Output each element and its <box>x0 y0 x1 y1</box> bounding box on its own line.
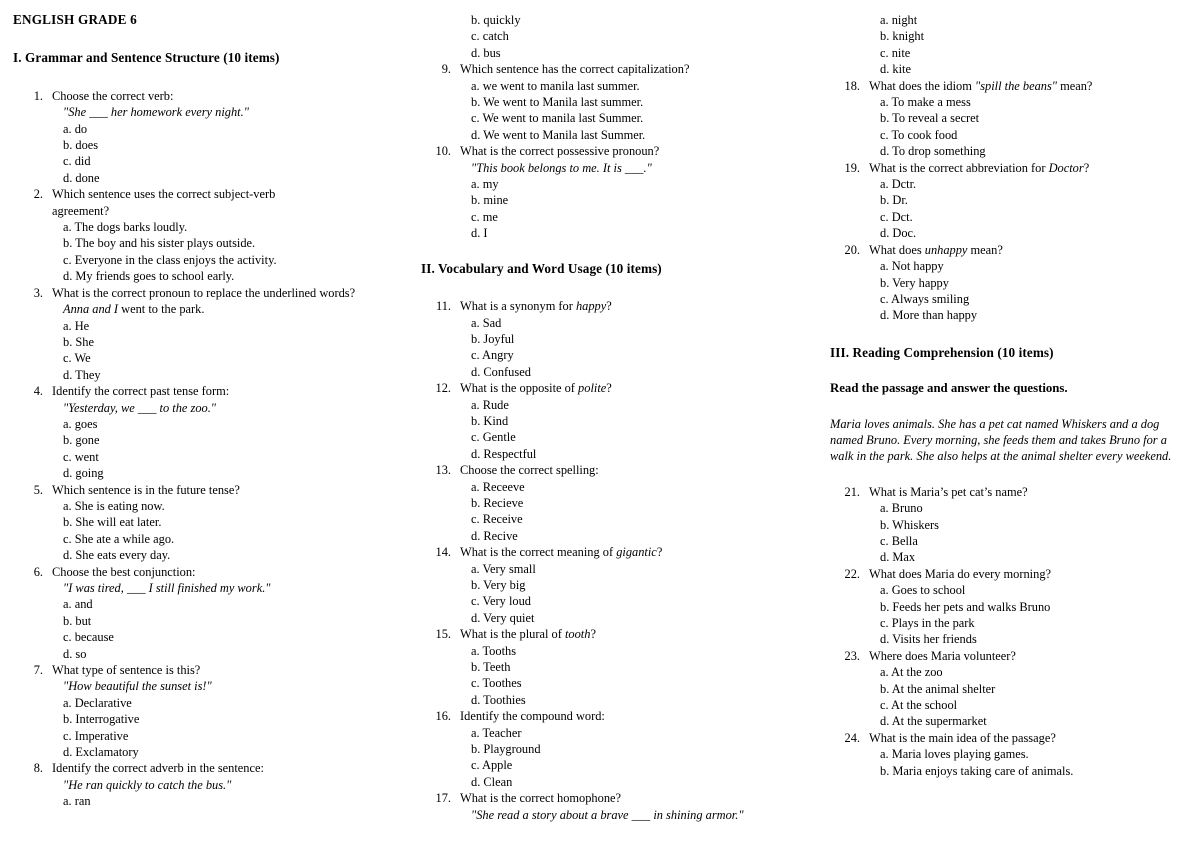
option-d[interactable]: d. My friends goes to school early. <box>63 269 235 284</box>
question-1 <box>13 88 398 186</box>
option-c[interactable]: c. At the school <box>880 698 958 713</box>
option-c[interactable]: c. did <box>63 154 91 169</box>
option-b[interactable]: b. knight <box>880 29 925 44</box>
option-c[interactable]: c. went <box>63 449 99 464</box>
option-b[interactable]: b. Teeth <box>471 660 511 675</box>
question-stem: Which sentence has the correct capitalization? <box>460 62 690 77</box>
option-b[interactable]: b. To reveal a secret <box>880 111 980 126</box>
question-stem: What is the plural of tooth? <box>460 627 596 642</box>
option-d[interactable]: d. Exclamatory <box>63 745 139 760</box>
option-d[interactable]: d. More than happy <box>880 308 978 323</box>
option-d[interactable]: d. bus <box>471 45 501 60</box>
option-c[interactable]: c. Everyone in the class enjoys the activity. <box>63 252 277 267</box>
option-c[interactable]: c. To cook food <box>880 127 958 142</box>
option-a[interactable]: a. She is eating now. <box>63 498 165 513</box>
option-d[interactable]: d. Max <box>880 550 916 565</box>
option-d[interactable]: d. Very quiet <box>471 610 535 625</box>
question-number: 10. <box>435 144 451 159</box>
option-b[interactable]: b. Interrogative <box>63 712 140 727</box>
option-c[interactable]: c. catch <box>471 29 509 44</box>
question-number: 11. <box>435 299 451 314</box>
option-a[interactable]: a. Teacher <box>471 725 522 740</box>
question-23 <box>830 648 1192 730</box>
question-11 <box>421 298 813 380</box>
option-a[interactable]: a. do <box>63 121 88 136</box>
option-d[interactable]: d. At the supermarket <box>880 714 987 729</box>
question-8 <box>13 760 398 809</box>
option-a[interactable]: a. my <box>471 177 499 192</box>
question-number: 12. <box>435 381 451 396</box>
option-a[interactable]: a. Sad <box>471 315 502 330</box>
option-a[interactable]: a. Goes to school <box>880 583 966 598</box>
option-c[interactable]: c. Dct. <box>880 209 913 224</box>
question-quote: "She ___ her homework every night." <box>63 105 249 120</box>
option-c[interactable]: c. Apple <box>471 758 513 773</box>
question-5 <box>13 482 398 564</box>
option-c[interactable]: c. nite <box>880 45 911 60</box>
option-b[interactable]: b. does <box>63 138 99 153</box>
question-number: 16. <box>435 709 451 724</box>
question-stem: Choose the correct verb: <box>52 88 174 103</box>
question-2 <box>13 186 398 284</box>
question-number: 20. <box>844 242 860 257</box>
option-b[interactable]: b. We went to Manila last summer. <box>471 95 644 110</box>
option-c[interactable]: c. because <box>63 630 114 645</box>
option-a[interactable]: a. Not happy <box>880 259 944 274</box>
option-a[interactable]: a. Very small <box>471 561 536 576</box>
option-d[interactable]: d. Visits her friends <box>880 632 977 647</box>
question-number: 13. <box>435 463 451 478</box>
option-b[interactable]: b. Whiskers <box>880 517 939 532</box>
question-number: 9. <box>441 62 451 77</box>
option-b[interactable]: b. Playground <box>471 742 541 757</box>
question-stem: What is the correct abbreviation for Doctor? <box>869 160 1090 175</box>
option-c[interactable]: c. She ate a while ago. <box>63 531 175 546</box>
option-c[interactable]: c. Gentle <box>471 430 516 445</box>
question-sentence <box>13 301 398 317</box>
section-heading-reading: III. Reading Comprehension (10 items) <box>830 344 1054 360</box>
question-13 <box>421 462 813 544</box>
question-number: 3. <box>33 285 43 300</box>
question-stem: Identify the correct adverb in the sentence: <box>52 761 264 776</box>
question-number: 6. <box>33 564 43 579</box>
question-stem: What does Maria do every morning? <box>869 566 1052 581</box>
option-d[interactable]: d. kite <box>880 62 911 77</box>
option-c[interactable]: c. Plays in the park <box>880 616 975 630</box>
option-a[interactable]: a. Bruno <box>880 501 923 516</box>
question-number: 14. <box>435 545 451 560</box>
option-a[interactable]: a. Maria loves playing games. <box>880 747 1029 762</box>
section-heading-grammar: I. Grammar and Sentence Structure (10 items) <box>13 50 280 66</box>
option-a[interactable]: a. we went to manila last summer. <box>471 78 640 93</box>
option-a[interactable]: a. Rude <box>471 397 509 412</box>
question-number: 4. <box>33 384 43 399</box>
sentence-rest: went to the park. <box>118 302 205 317</box>
option-b[interactable]: b. Recieve <box>471 495 524 510</box>
option-a[interactable]: a. and <box>63 597 93 612</box>
question-number: 23. <box>844 648 860 663</box>
question-number: 8. <box>33 761 43 776</box>
question-number: 22. <box>844 566 860 581</box>
option-b[interactable]: b. Maria enjoys taking care of animals. <box>880 763 1074 778</box>
question-10 <box>421 143 813 241</box>
option-c[interactable]: c. Angry <box>471 348 514 363</box>
question-stem: Choose the correct spelling: <box>460 463 599 478</box>
question-stem: What is the opposite of polite? <box>460 381 612 396</box>
option-d[interactable]: d. Clean <box>471 774 513 789</box>
option-d[interactable]: d. Confused <box>471 364 531 379</box>
option-d[interactable]: d. so <box>63 646 87 661</box>
question-quote: "He ran quickly to catch the bus." <box>63 777 232 792</box>
option-b[interactable]: b. At the animal shelter <box>880 681 996 696</box>
question-number: 15. <box>435 627 451 642</box>
question-number: 5. <box>33 482 43 497</box>
option-b[interactable]: b. She <box>63 334 94 349</box>
option-c[interactable]: c. We <box>63 351 91 366</box>
column-2 <box>421 0 813 823</box>
option-c[interactable]: c. We went to manila last Summer. <box>471 111 644 126</box>
option-c[interactable]: c. Bella <box>880 533 918 548</box>
question-stem: What does unhappy mean? <box>869 242 1003 257</box>
question-15 <box>421 626 813 708</box>
question-24 <box>830 730 1192 779</box>
question-stem: Choose the best conjunction: <box>52 564 196 579</box>
question-9 <box>421 61 813 143</box>
option-b[interactable]: b. Very big <box>471 578 526 592</box>
question-12 <box>421 380 813 462</box>
option-b[interactable]: b. quickly <box>471 13 521 27</box>
reading-instruction: Read the passage and answer the questions. <box>830 381 1068 396</box>
question-number: 19. <box>844 160 860 175</box>
question-number: 18. <box>844 78 860 93</box>
question-quote: "This book belongs to me. It is ___." <box>471 160 652 175</box>
question-quote: "How beautiful the sunset is!" <box>63 679 212 694</box>
question-14 <box>421 544 813 626</box>
option-b[interactable]: b. Kind <box>471 413 509 428</box>
question-quote: "I was tired, ___ I still finished my work." <box>63 581 271 595</box>
option-a[interactable]: a. goes <box>63 416 98 431</box>
question-stem: What is a synonym for happy? <box>460 299 612 314</box>
question-number: 2. <box>33 187 43 202</box>
option-a[interactable]: a. Dctr. <box>880 177 917 192</box>
question-stem: What is the correct meaning of gigantic? <box>460 545 663 560</box>
question-stem: Identify the correct past tense form: <box>52 384 230 399</box>
option-a[interactable]: a. Tooths <box>471 643 517 658</box>
option-d[interactable]: d. They <box>63 367 101 382</box>
question-quote: "She read a story about a brave ___ in shining armor." <box>471 807 744 822</box>
underlined-words: Anna and I <box>63 302 119 317</box>
question-stem: Where does Maria volunteer? <box>869 648 1016 663</box>
question-number: 17. <box>435 791 451 806</box>
option-b[interactable]: b. Feeds her pets and walks Bruno <box>880 599 1051 614</box>
question-22 <box>830 566 1192 648</box>
option-b[interactable]: b. mine <box>471 193 509 208</box>
option-c[interactable]: c. Toothes <box>471 676 522 691</box>
option-a[interactable]: a. The dogs barks loudly. <box>63 220 188 235</box>
option-a[interactable]: a. Receeve <box>471 479 525 494</box>
option-d[interactable]: d. I <box>471 226 488 241</box>
option-d[interactable]: d. Doc. <box>880 226 917 241</box>
option-b[interactable]: b. gone <box>63 433 100 448</box>
option-a[interactable]: a. ran <box>63 794 91 809</box>
option-a[interactable]: a. He <box>63 318 90 333</box>
option-b[interactable]: b. Dr. <box>880 193 908 208</box>
option-d[interactable]: d. She eats every day. <box>63 548 171 563</box>
column-1 <box>13 0 398 810</box>
question-6 <box>13 564 398 662</box>
question-stem: What is the correct possessive pronoun? <box>460 144 660 159</box>
option-d[interactable]: d. going <box>63 466 104 481</box>
question-stem: What is Maria’s pet cat’s name? <box>869 484 1028 499</box>
reading-passage: Maria loves animals. She has a pet cat named Whiskers and a dog named Bruno. Every morning, she feeds them and takes Bruno for a walk in the park. She also helps at the animal shelter every weekend. <box>830 416 1172 464</box>
question-18 <box>830 78 1192 160</box>
question-20 <box>830 242 1192 324</box>
question-stem: Which sentence uses the correct subject-verb agreement? <box>52 187 276 218</box>
question-stem: Identify the compound word: <box>460 709 605 724</box>
option-c[interactable]: c. Always smiling <box>880 291 970 306</box>
option-a[interactable]: a. To make a mess <box>880 95 971 110</box>
question-stem: What does the idiom "spill the beans" mean? <box>869 78 1093 93</box>
option-b[interactable]: b. Joyful <box>471 331 515 346</box>
option-b[interactable]: b. She will eat later. <box>63 515 162 530</box>
question-stem: What is the main idea of the passage? <box>869 730 1056 745</box>
question-3 <box>13 285 398 383</box>
question-stem: What is the correct homophone? <box>460 791 622 806</box>
column-3 <box>830 0 1192 779</box>
question-17-continued <box>830 12 1192 78</box>
question-number: 1. <box>33 88 43 103</box>
option-c[interactable]: c. Very loud <box>471 594 531 609</box>
question-stem: What type of sentence is this? <box>52 663 201 678</box>
option-d[interactable]: d. done <box>63 170 100 185</box>
document-title: ENGLISH GRADE 6 <box>13 12 137 27</box>
question-21 <box>830 484 1192 566</box>
option-b[interactable]: b. The boy and his sister plays outside. <box>63 236 256 251</box>
question-4 <box>13 383 398 481</box>
question-stem: What is the correct pronoun to replace the underlined words? <box>52 285 356 300</box>
option-d[interactable]: d. Toothies <box>471 692 526 707</box>
option-b[interactable]: b. Very happy <box>880 275 949 290</box>
question-quote: "Yesterday, we ___ to the zoo." <box>63 400 217 415</box>
question-stem: Which sentence is in the future tense? <box>52 482 240 497</box>
section-heading-vocabulary: II. Vocabulary and Word Usage (10 items) <box>421 260 662 276</box>
question-8-continued <box>421 12 813 61</box>
question-19 <box>830 160 1192 242</box>
question-number: 24. <box>844 730 860 745</box>
option-d[interactable]: d. To drop something <box>880 144 986 159</box>
option-c[interactable]: c. Imperative <box>63 728 129 743</box>
question-number: 7. <box>33 663 43 678</box>
option-a[interactable]: a. night <box>880 13 918 27</box>
option-a[interactable]: a. Declarative <box>63 695 132 710</box>
option-c[interactable]: c. me <box>471 209 498 224</box>
option-a[interactable]: a. At the zoo <box>880 665 943 680</box>
option-d[interactable]: d. Respectful <box>471 446 537 461</box>
option-d[interactable]: d. We went to Manila last Summer. <box>471 127 646 142</box>
option-d[interactable]: d. Recive <box>471 528 518 543</box>
question-16 <box>421 708 813 790</box>
option-c[interactable]: c. Receive <box>471 512 523 527</box>
option-b[interactable]: b. but <box>63 613 92 628</box>
question-number: 21. <box>844 484 860 499</box>
question-17 <box>421 790 813 823</box>
question-7 <box>13 662 398 760</box>
